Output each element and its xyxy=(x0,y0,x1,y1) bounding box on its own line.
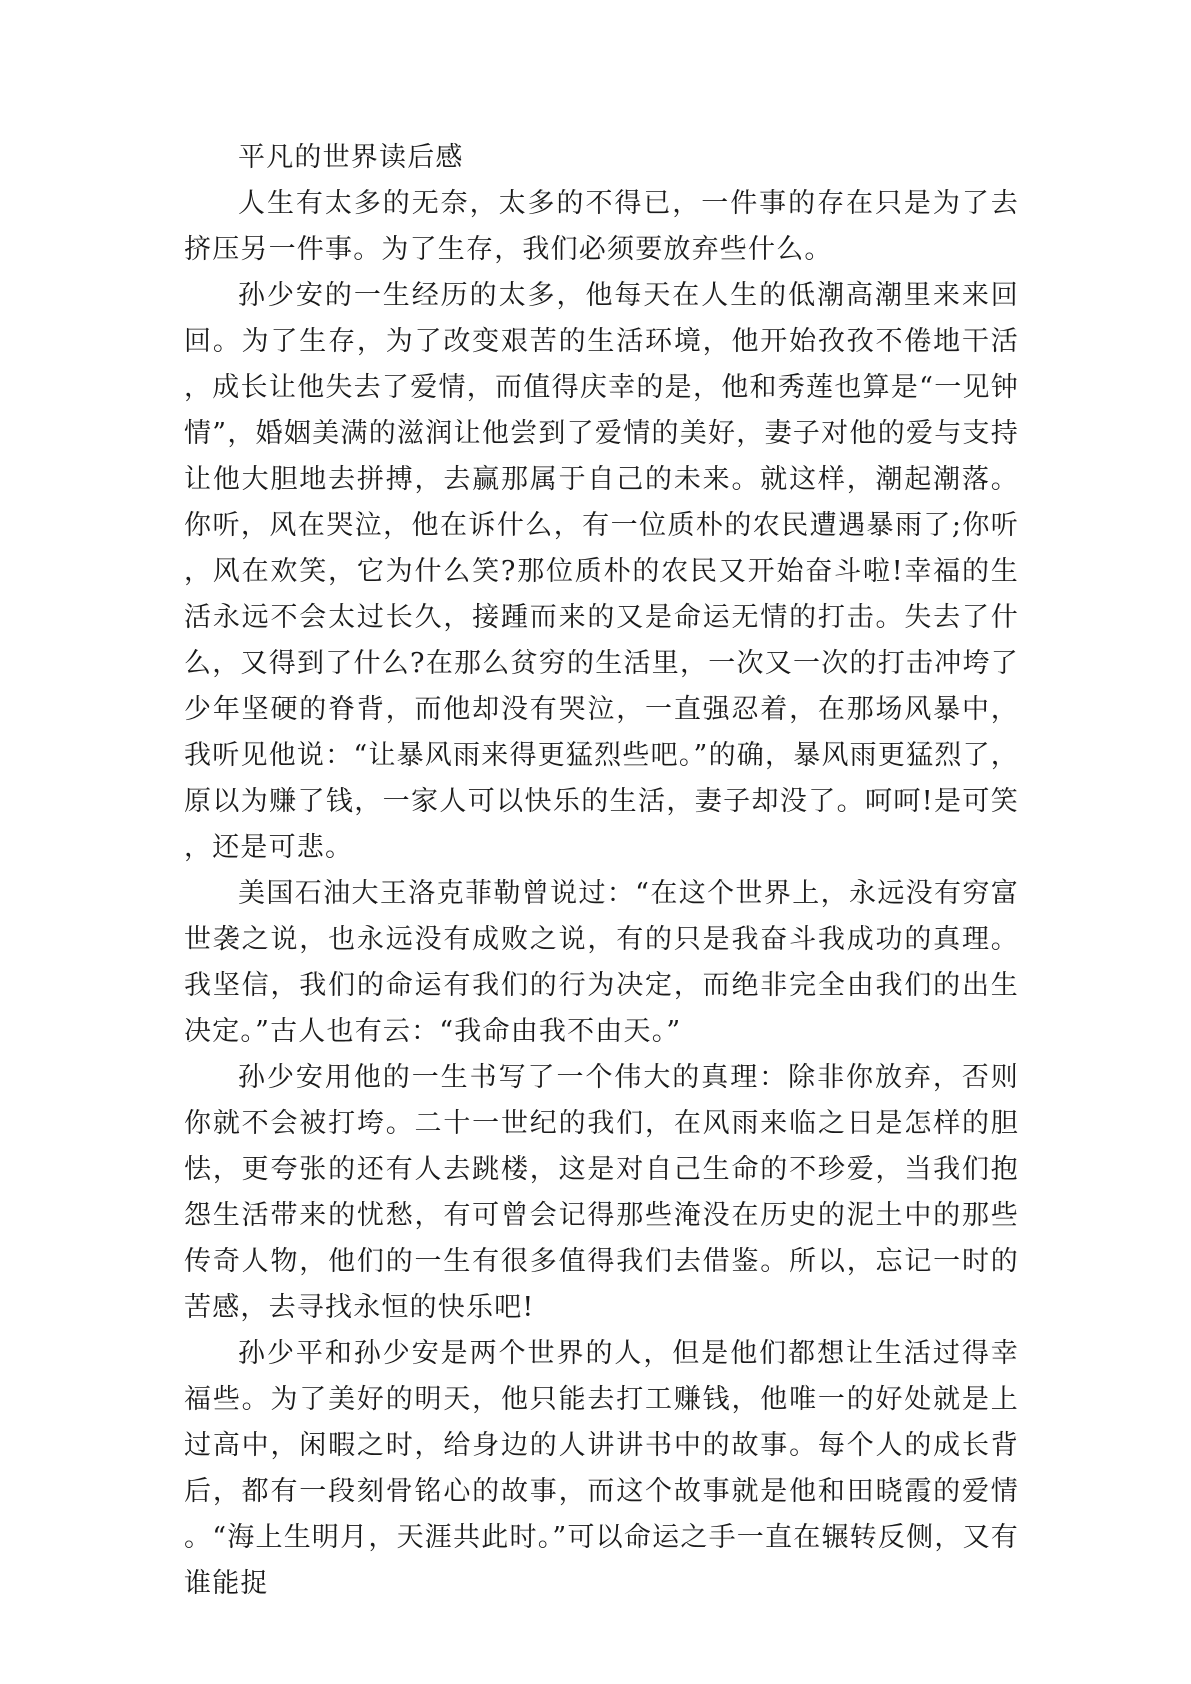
paragraph-5: 孙少平和孙少安是两个世界的人，但是他们都想让生活过得幸福些。为了美好的明天，他只能去打工赚钱，他唯一的好处就是上过高中，闲暇之时，给身边的人讲讲书中的故事。每个人的成长背后，都有一段刻骨铭心的故事，而这个故事就是他和田晓霞的爱情。“海上生明月，天涯共此时。”可以命运之手一直在辗转反侧，又有谁能捉 xyxy=(184,1338,1019,1599)
paragraph-4: 孙少安用他的一生书写了一个伟大的真理：除非你放弃，否则你就不会被打垮。二十一世纪的我们，在风雨来临之日是怎样的胆怯，更夸张的还有人去跳楼，这是对自己生命的不珍爱，当我们抱怨生活带来的忧愁，有可曾会记得那些淹没在历史的泥土中的那些传奇人物，他们的一生有很多值得我们去借鉴。所以，忘记一时的苦感，去寻找永恒的快乐吧! xyxy=(184,1062,1019,1323)
document-title: 平凡的世界读后感 xyxy=(238,142,464,173)
paragraph-2: 孙少安的一生经历的太多，他每天在人生的低潮高潮里来来回回。为了生存，为了改变艰苦的生活环境，他开始孜孜不倦地干活，成长让他失去了爱情，而值得庆幸的是，他和秀莲也算是“一见钟情”，婚姻美满的滋润让他尝到了爱情的美好，妻子对他的爱与支持让他大胆地去拼搏，去赢那属于自己的未来。就这样，潮起潮落。你听，风在哭泣，他在诉什么，有一位质朴的农民遭遇暴雨了;你听，风在欢笑，它为什么笑?那位质朴的农民又开始奋斗啦!幸福的生活永远不会太过长久，接踵而来的又是命运无情的打击。失去了什么，又得到了什么?在那么贫穷的生活里，一次又一次的打击冲垮了少年坚硬的脊背，而他却没有哭泣，一直强忍着，在那场风暴中，我听见他说：“让暴风雨来得更猛烈些吧。”的确，暴风雨更猛烈了，原以为赚了钱，一家人可以快乐的生活，妻子却没了。呵呵!是可笑，还是可悲。 xyxy=(184,280,1019,863)
document-body xyxy=(184,135,1019,1607)
paragraph-1: 人生有太多的无奈，太多的不得已，一件事的存在只是为了去挤压另一件事。为了生存，我们必须要放弃些什么。 xyxy=(184,188,1019,265)
paragraph-3: 美国石油大王洛克菲勒曾说过：“在这个世界上，永远没有穷富世袭之说，也永远没有成败之说，有的只是我奋斗我成功的真理。我坚信，我们的命运有我们的行为决定，而绝非完全由我们的出生决定。”古人也有云：“我命由我不由天。” xyxy=(184,878,1019,1047)
